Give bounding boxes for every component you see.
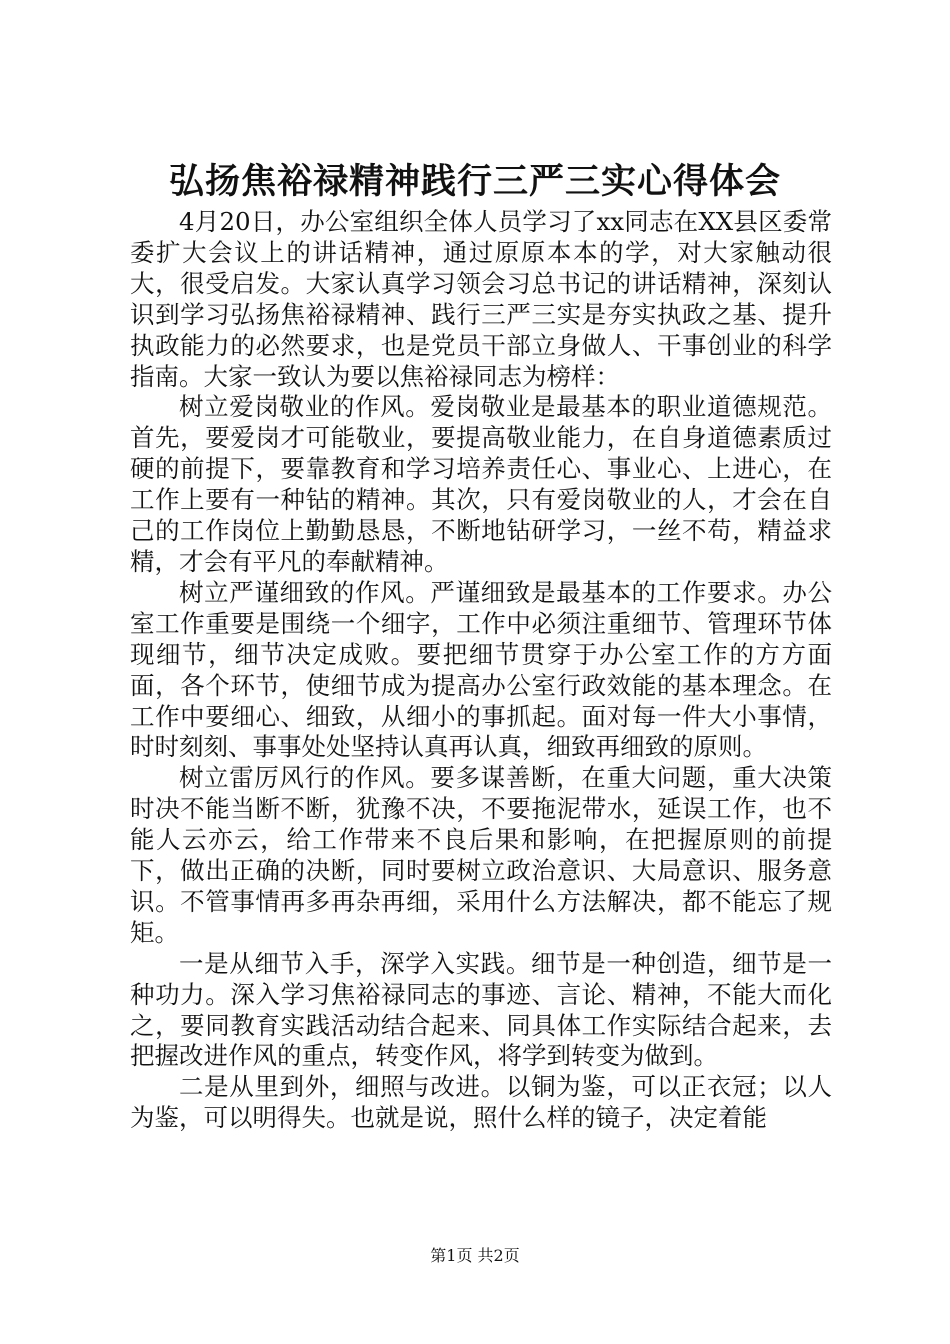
paragraph: 二是从里到外，细照与改进。以铜为鉴，可以正衣冠；以人为鉴，可以明得失。也就是说，照什么样的镜子，决定着能 (130, 1072, 832, 1133)
document-title: 弘扬焦裕禄精神践行三严三实心得体会 (168, 161, 781, 202)
document-body (130, 207, 832, 1134)
paragraph: 一是从细节入手，深学入实践。细节是一种创造，细节是一种功力。深入学习焦裕禄同志的事迹、言论、精神，不能大而化之，要同教育实践活动结合起来、同具体工作实际结合起来，去把握改进作风的重点，转变作风，将学到转变为做到。 (130, 948, 832, 1071)
page-number-footer: 第1页 共2页 (430, 1246, 520, 1265)
paragraph: 树立严谨细致的作风。严谨细致是最基本的工作要求。办公室工作重要是围绕一个细字，工作中必须注重细节、管理环节体现细节，细节决定成败。要把细节贯穿于办公室工作的方方面面，各个环节，使细节成为提高办公室行政效能的基本理念。在工作中要细心、细致，从细小的事抓起。面对每一件大小事情，时时刻刻、事事处处坚持认真再认真，细致再细致的原则。 (130, 577, 832, 762)
paragraph: 4月20日，办公室组织全体人员学习了xx同志在XX县区委常委扩大会议上的讲话精神，通过原原本本的学，对大家触动很大，很受启发。大家认真学习领会习总书记的讲话精神，深刻认识到学习弘扬焦裕禄精神、践行三严三实是夯实执政之基、提升执政能力的必然要求，也是党员干部立身做人、干事创业的科学指南。大家一致认为要以焦裕禄同志为榜样： (130, 207, 832, 391)
paragraph: 树立雷厉风行的作风。要多谋善断，在重大问题，重大决策时决不能当断不断，犹豫不决，不要拖泥带水，延误工作，也不能人云亦云，给工作带来不良后果和影响，在把握原则的前提下，做出正确的决断，同时要树立政治意识、大局意识、服务意识。不管事情再多再杂再细，采用什么方法解决，都不能忘了规矩。 (130, 763, 832, 947)
paragraph: 树立爱岗敬业的作风。爱岗敬业是最基本的职业道德规范。首先，要爱岗才可能敬业，要提高敬业能力，在自身道德素质过硬的前提下，要靠教育和学习培养责任心、事业心、上进心，在工作上要有一种钻的精神。其次，只有爱岗敬业的人，才会在自己的工作岗位上勤勤恳恳，不断地钻研学习，一丝不苟，精益求精，才会有平凡的奉献精神。 (130, 392, 832, 576)
